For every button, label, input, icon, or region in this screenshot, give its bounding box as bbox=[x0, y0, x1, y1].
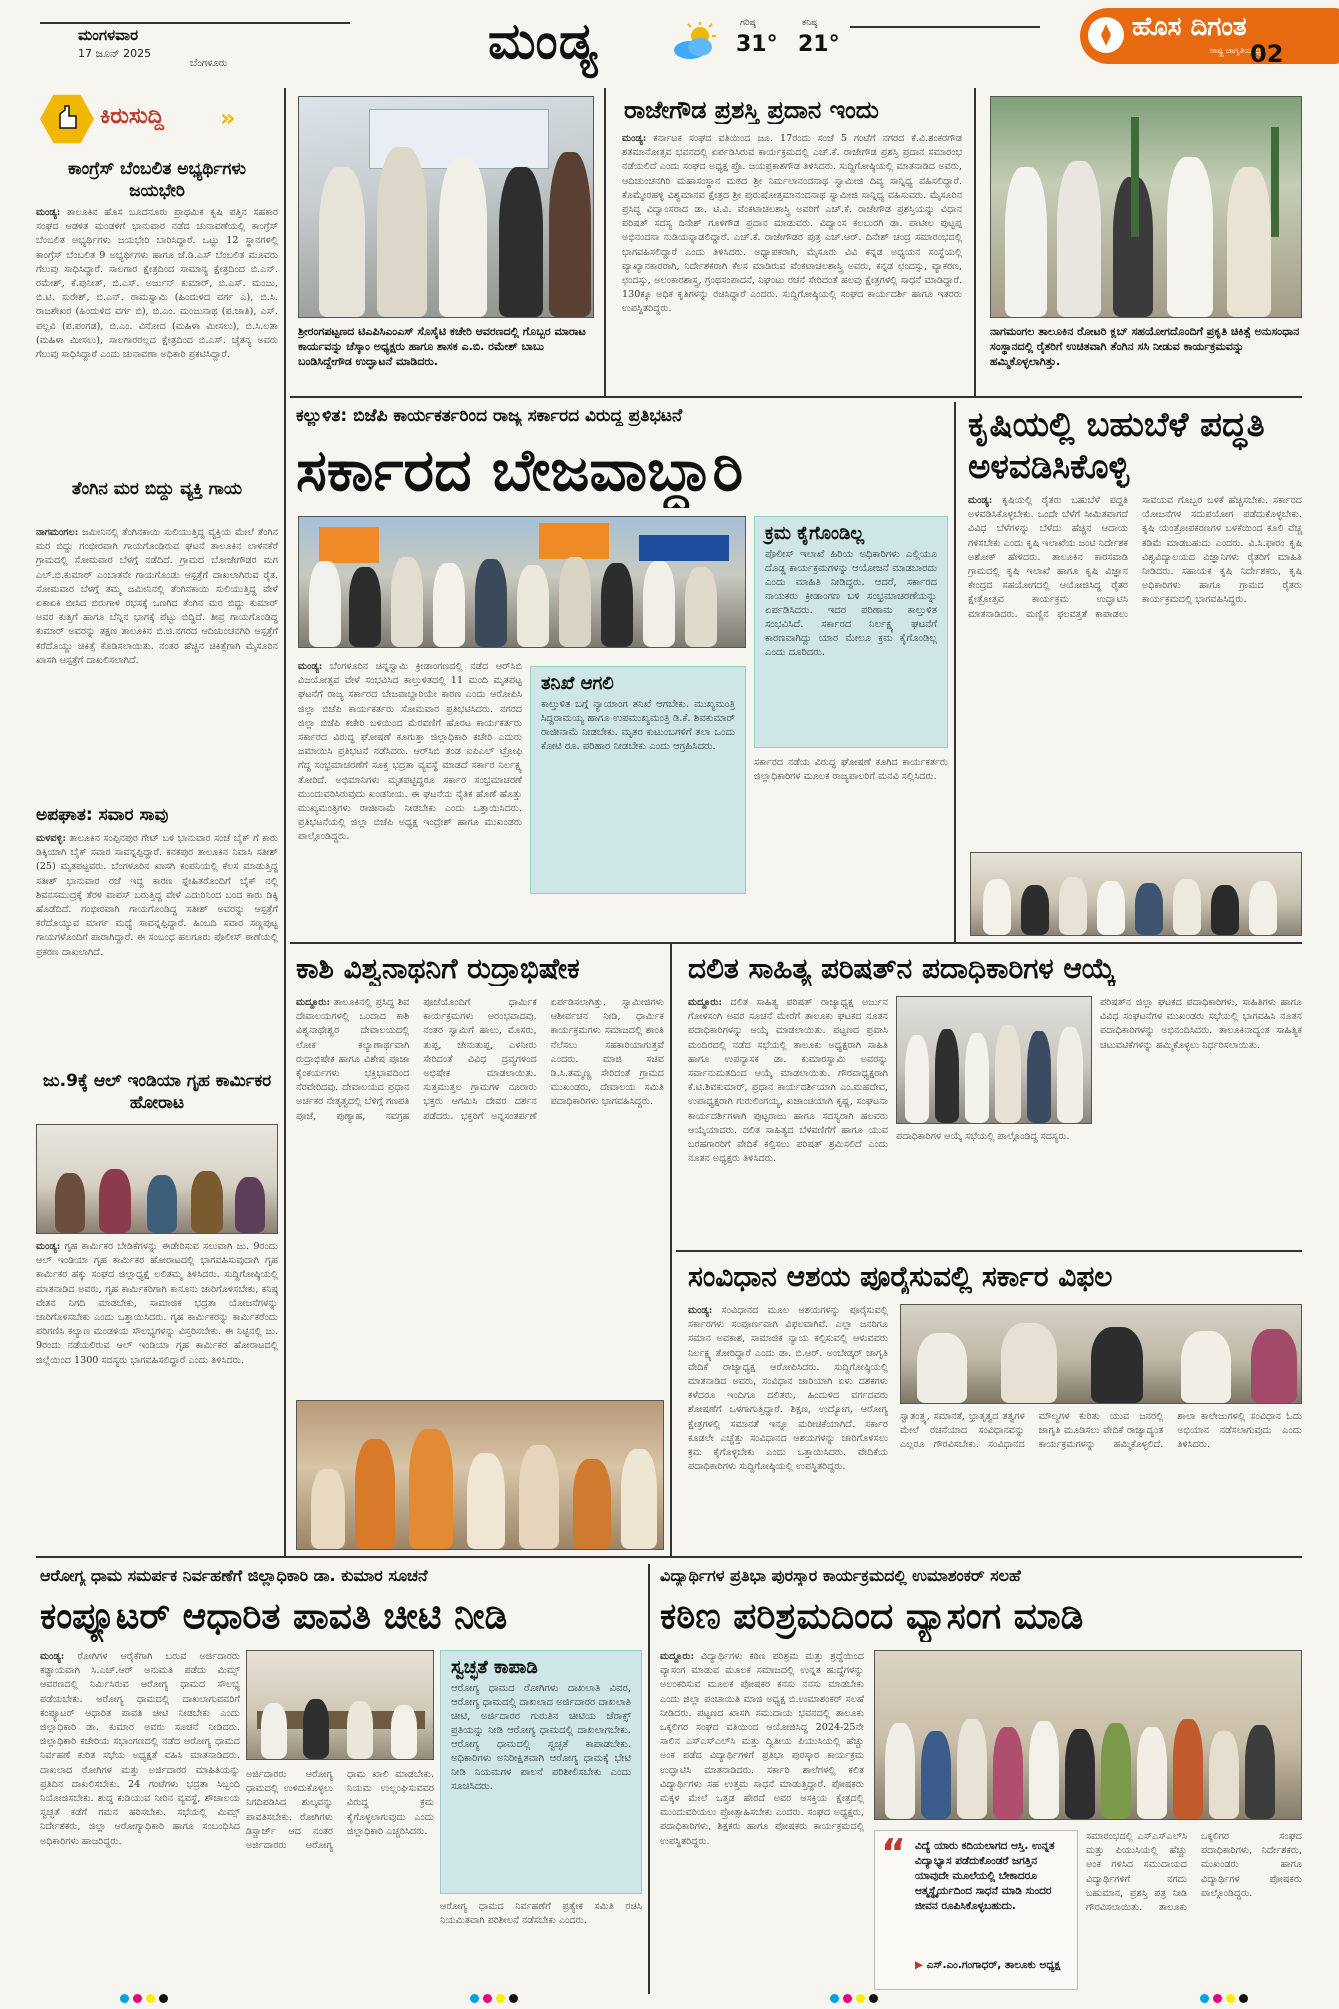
rajegowda-headline: ರಾಜೇಗೌಡ ಪ್ರಶಸ್ತಿ ಪ್ರದಾನ ಇಂದು bbox=[624, 96, 879, 124]
samvidhana-body-left: ಮಂಡ್ಯ: ಸಂವಿಧಾನದ ಮೂಲ ಆಶಯಗಳನ್ನು ಪೂರೈಸುವಲ್ಲಿ ಸರ್ಕಾರಗಳು ಸಂಪೂರ್ಣವಾಗಿ ವಿಫಲವಾಗಿವೆ. ಎಲ್ಲಾ ಜನರಿಗೂ ಸಮಾನ ಅವಕಾಶ, ಸಾಮಾಜಿಕ ನ್ಯಾಯ ಕಲ್ಪಿಸುವಲ್ಲಿ ಆಳುವವರು ನಿರ್ಲಕ್ಷ್ಯ ತೋರಿದ್ದಾರೆ ಎಂದು ಡಾ. ಬಿ.ಆರ್. ಅಂಬೇಡ್ಕರ್ ಜಾಗೃತಿ ವೇದಿಕೆ ರಾಜ್ಯಾಧ್ಯಕ್ಷ ಆರೋಪಿಸಿದರು. ಸುದ್ದಿಗೋಷ್ಠಿಯಲ್ಲಿ ಮಾತನಾಡಿದ ಅವರು, ಸಂವಿಧಾನ ಜಾರಿಯಾಗಿ ಏಳು ದಶಕಗಳು ಕಳೆದರೂ ಇಂದಿಗೂ ದಲಿತರು, ಹಿಂದುಳಿದ ವರ್ಗದವರು ಶೋಷಣೆಗೆ ಒಳಗಾಗುತ್ತಿದ್ದಾರೆ. ಶಿಕ್ಷಣ, ಉದ್ಯೋಗ, ಆರೋಗ್ಯ ಕ್ಷೇತ್ರಗಳಲ್ಲಿ ಸಮಾನತೆ ಇನ್ನೂ ಮರೀಚಿಕೆಯಾಗಿದೆ. ಸರ್ಕಾರ ಕೂಡಲೇ ಎಚ್ಚೆತ್ತು ಸಂವಿಧಾನದ ಆಶಯಗಳನ್ನು ಜಾರಿಗೊಳಿಸಲು ಕ್ರಮ ಕೈಗೊಳ್ಳಬೇಕು ಎಂದು ಒತ್ತಾಯಿಸಿದರು. ವೇದಿಕೆಯ ಪದಾಧಿಕಾರಿಗಳು ಸುದ್ದಿಗೋಷ್ಠಿಯಲ್ಲಿ ಉಪಸ್ಥಿತರಿದ್ದರು. bbox=[688, 1305, 888, 1473]
samvidhana-photo bbox=[900, 1304, 1302, 1404]
hand-icon bbox=[40, 92, 94, 146]
lead-box-2-body: ಕಾಲ್ತುಳಿತ ಬಗ್ಗೆ ನ್ಯಾಯಾಂಗ ತನಿಖೆ ಆಗಬೇಕು. ಮುಖ್ಯಮಂತ್ರಿ ಸಿದ್ದರಾಮಯ್ಯ ಹಾಗೂ ಉಪಮುಖ್ಯಮಂತ್ರಿ ಡಿ.ಕೆ. ಶಿವಕುಮಾರ್ ರಾಜೀನಾಮೆ ನೀಡಬೇಕು. ಮೃತರ ಕುಟುಂಬಗಳಿಗೆ ತಲಾ ಒಂದು ಕೋಟಿ ರೂ. ಪರಿಹಾರ ನೀಡಬೇಕು ಎಂದು ಆಗ್ರಹಿಸಿದರು. bbox=[541, 699, 735, 752]
lead-kicker: ಕಲ್ಲುಳಿತ: ಬಿಜೆಪಿ ಕಾರ್ಯಕರ್ತರಿಂದ ರಾಜ್ಯ ಸರ್ಕಾರದ ವಿರುದ್ಧ ಪ್ರತಿಭಟನೆ bbox=[296, 406, 683, 426]
paper-logo bbox=[1080, 8, 1339, 64]
computer-body: ಮಂಡ್ಯ: ರೋಗಿಗಳ ಆರೈಕೆಗಾಗಿ ಬರುವ ಅರ್ಜಿದಾರರು ಕಡ್ಡಾಯವಾಗಿ ಸಿ.ಎಚ್.ಆರ್ ಅನುಮತಿ ಪಡೆದು ಮಿಮ್ಸ್ ಆವರಣದಲ್ಲಿ ನಿರ್ಮಿಸಿರುವ ಆರೋಗ್ಯ ಧಾಮದ ಸೌಲಭ್ಯ ಪಡೆಯಬೇಕು. ಆರೋಗ್ಯ ಧಾಮದಲ್ಲಿ ದಾಖಲಾಗುವವರಿಗೆ ಕಂಪ್ಯೂಟರ್ ಆಧಾರಿತ ಪಾವತಿ ಚೀಟಿ ನೀಡಬೇಕು ಎಂದು ಜಿಲ್ಲಾಧಿಕಾರಿ ಡಾ. ಕುಮಾರ ಅವರು ಸೂಚನೆ ನೀಡಿದರು. ಜಿಲ್ಲಾಧಿಕಾರಿ ಕಚೇರಿಯ ಸಭಾಂಗಣದಲ್ಲಿ ನಡೆದ ಆರೋಗ್ಯ ಧಾಮದ ನಿರ್ವಹಣೆ ಕುರಿತ ಸಭೆಯ ಅಧ್ಯಕ್ಷತೆ ವಹಿಸಿ ಮಾತನಾಡಿದರು. ದಾಖಲಾದ ರೋಗಿಗಳ ಮತ್ತು ಅರ್ಜಿದಾರರ ಮಾಹಿತಿಯನ್ನು ಪ್ರತಿದಿನ ದಾಖಲಿಸಬೇಕು. 24 ಗಂಟೆಗಳು ಭದ್ರತಾ ಸಿಬ್ಬಂದಿ ನಿಯೋಜಿಸಬೇಕು. ಶುದ್ಧ ಕುಡಿಯುವ ನೀರಿನ ವ್ಯವಸ್ಥೆ, ಶೌಚಾಲಯ ಸ್ವಚ್ಛತೆ ಕಡೆಗೆ ಗಮನ ಹರಿಸಬೇಕು. ಸಭೆಯಲ್ಲಿ ಮಿಮ್ಸ್ ನಿರ್ದೇಶಕರು, ಜಿಲ್ಲಾ ಆರೋಗ್ಯಾಧಿಕಾರಿ ಹಾಗೂ ಸಂಬಂಧಿಸಿದ ಅಧಿಕಾರಿಗಳು ಹಾಜರಿದ್ದರು. bbox=[40, 1651, 240, 1847]
kashi-photo bbox=[296, 1400, 664, 1550]
lead-box-1-title: ಕ್ರಮ ಕೈಗೊಂಡಿಲ್ಲ bbox=[765, 523, 865, 544]
vidya-quote-attrib: ▶ ಎಸ್.ಎಂ.ಗಂಗಾಧರ್, ತಾಲೂಕು ಅಧ್ಯಕ್ಷ bbox=[915, 1959, 1061, 1971]
computer-body-mid: ಅರ್ಜಿದಾರರು ಆರೋಗ್ಯ ಧಾಮದಲ್ಲಿ ಉಳಿದುಕೊಳ್ಳಲು ನಿಗದಿಪಡಿಸಿದ ಶುಲ್ಕವನ್ನು ಪಾವತಿಸಬೇಕು. ರೋಗಿಗಳು ಡಿಸ್ಚಾರ್ಜ್ ಆದ ನಂತರ ಅರ್ಜಿದಾರರು ಆರೋಗ್ಯ ಧಾಮ ಖಾಲಿ ಮಾಡಬೇಕು. ನಿಯಮ ಉಲ್ಲಂಘಿಸುವವರ ವಿರುದ್ಧ ಕ್ರಮ ಕೈಗೊಳ್ಳಲಾಗುವುದು ಎಂದು ಜಿಲ್ಲಾಧಿಕಾರಿ ಎಚ್ಚರಿಸಿದರು. bbox=[246, 1769, 434, 1852]
min-temp: 21° bbox=[798, 32, 840, 57]
paper-logo-icon bbox=[1088, 17, 1124, 53]
print-registration-marks bbox=[830, 1994, 878, 2003]
dalit-photo bbox=[896, 996, 1092, 1124]
chevron-decoration-icon: » bbox=[220, 104, 236, 132]
lead-headline: ಸರ್ಕಾರದ ಬೇಜವಾಬ್ದಾರಿ bbox=[296, 436, 744, 504]
lead-body-right: ಸರ್ಕಾರದ ನಡೆಯ ವಿರುದ್ಧ ಘೋಷಣೆ ಕೂಗಿದ ಕಾರ್ಯಕರ್ತರು ಜಿಲ್ಲಾಧಿಕಾರಿಗಳ ಮೂಲಕ ರಾಜ್ಯಪಾಲರಿಗೆ ಮನವಿ ಸಲ್ಲಿಸಿದರು. bbox=[754, 757, 948, 783]
max-temp-label: ಗರಿಷ್ಠ bbox=[740, 18, 756, 28]
samvidhana-body-right: ಸ್ವಾತಂತ್ರ್ಯ, ಸಮಾನತೆ, ಭ್ರಾತೃತ್ವದ ತತ್ವಗಳ ಮೇಲೆ ರಚನೆಯಾದ ಸಂವಿಧಾನವನ್ನು ಎಲ್ಲರೂ ಗೌರವಿಸಬೇಕು. ಸಂವಿಧಾನದ ಮೌಲ್ಯಗಳ ಕುರಿತು ಯುವ ಜನರಲ್ಲಿ ಜಾಗೃತಿ ಮೂಡಿಸಲು ವೇದಿಕೆ ರಾಜ್ಯಾದ್ಯಂತ ಕಾರ್ಯಕ್ರಮಗಳನ್ನು ಹಮ್ಮಿಕೊಳ್ಳಲಿದೆ. ಶಾಲಾ ಕಾಲೇಜುಗಳಲ್ಲಿ ಸಂವಿಧಾನ ಓದು ಅಭಿಯಾನ ನಡೆಸಲಾಗುವುದು ಎಂದು ತಿಳಿಸಿದರು. bbox=[900, 1411, 1302, 1451]
sidebar-header bbox=[40, 92, 272, 146]
print-registration-marks bbox=[1200, 1994, 1248, 2003]
max-temp: 31° bbox=[736, 32, 778, 57]
sidebar-item-2-body: ನಾಗಮಂಗಲ: ಜಮೀನಿನಲ್ಲಿ ತೆಂಗಿನಕಾಯಿ ಸುಲಿಯುತ್ತಿದ್ದ ವ್ಯಕ್ತಿಯ ಮೇಲೆ ತೆಂಗಿನ ಮರ ಬಿದ್ದು ಗಂಭೀರವಾಗಿ ಗಾಯಗೊಂಡಿರುವ ಘಟನೆ ತಾಲೂಕಿನ ಲಾಳನಕೆರೆ ಗ್ರಾಮದಲ್ಲಿ ಸೋಮವಾರ ಬೆಳಗ್ಗೆ ನಡೆದಿದೆ. ಗ್ರಾಮದ ಬೋಜೇಗೌಡರ ಮಗ ಎಲ್.ಬಿ.ಕುಮಾರ್ ಎಂಬಾತನೇ ಗಾಯಗೊಂಡು ಆಸ್ಪತ್ರೆಗೆ ದಾಖಲಾಗಿರುವ ರೈತ. ಸೋಮವಾರ ಬೆಳಗ್ಗೆ ತಮ್ಮ ಜಮೀನಿನಲ್ಲಿ ತೆಂಗಿನಕಾಯಿ ಸುಲಿಯುತ್ತಿದ್ದ ವೇಳೆ ಏಕಾಏಕಿ ಬೀಸಿದ ಬಿರುಗಾಳಿ ರಭಸಕ್ಕೆ ಒಣಗಿದ ತೆಂಗಿನ ಮರ ಬಿದ್ದು ಕುಮಾರ್ ಅವರ ಕುತ್ತಿಗೆ ಹಾಗೂ ಬೆನ್ನಿನ ಭಾಗಕ್ಕೆ ಪೆಟ್ಟು ಬಿದ್ದಿದೆ. ತೀವ್ರ ಗಾಯಗೊಂಡಿದ್ದ ಕುಮಾರ್ ಅವರನ್ನು ತಕ್ಷಣ ತಾಲೂಕಿನ ಬಿ.ಜಿ.ನಗರದ ಆದಿಚುಂಚನಗಿರಿ ಆಸ್ಪತ್ರೆಗೆ ಕರೆದೊಯ್ದು ಚಿಕಿತ್ಸೆ ಕೊಡಿಸಲಾಯಿತು. ನಂತರ ಹೆಚ್ಚಿನ ಚಿಕಿತ್ಸೆಗಾಗಿ ಮೈಸೂರಿನ ಖಾಸಗಿ ಆಸ್ಪತ್ರೆಗೆ ದಾಖಲಿಸಲಾಗಿದೆ. bbox=[36, 527, 278, 666]
sidebar-item-3-body: ಮಳವಳ್ಳಿ: ತಾಲೂಕಿನ ಸಂಪ್ಪಿನಪುರ ಗೇಟ್ ಬಳಿ ಭಾನುವಾರ ಸಂಜೆ ಬೈಕ್ ಗೆ ಕಾರು ಡಿಕ್ಕಿಯಾಗಿ ಬೈಕ್ ಸವಾರ ಸಾವನ್ನಪ್ಪಿದ್ದಾರೆ. ಕನಕಪುರ ತಾಲೂಕಿನ ನಿವಾಸಿ ಸತೀಶ್ (25) ಮೃತಪಟ್ಟವರು. ಬೆಂಗಳೂರಿನ ಖಾಸಗಿ ಕಂಪನಿಯಲ್ಲಿ ಕೆಲಸ ಮಾಡುತ್ತಿದ್ದ ಸತೀಶ್ ಭಾನುವಾರ ರಜೆ ಇದ್ದ ಕಾರಣ ಸ್ನೇಹಿತರೊಂದಿಗೆ ಬೈಕ್ ನಲ್ಲಿ ಶಿವನಸಮುದ್ರಕ್ಕೆ ತೆರಳಿ ವಾಪಸ್ ಬರುತ್ತಿದ್ದ ವೇಳೆ ಎದುರಿನಿಂದ ಬಂದ ಕಾರು ಡಿಕ್ಕಿ ಹೊಡೆದಿದೆ. ಗಂಭೀರವಾಗಿ ಗಾಯಗೊಂಡಿದ್ದ ಸತೀಶ್ ಅವರನ್ನು ಆಸ್ಪತ್ರೆಗೆ ಕರೆದೊಯ್ಯುವ ಮಾರ್ಗ ಮಧ್ಯೆ ಸಾವನ್ನಪ್ಪಿದ್ದಾರೆ. ಹಿಂಬದಿ ಸವಾರ ಸಣ್ಣಪುಟ್ಟ ಗಾಯಗಳೊಂದಿಗೆ ಪಾರಾಗಿದ್ದಾರೆ. ಈ ಸಂಬಂಧ ಹಲಗೂರು ಪೊಲೀಸ್ ಠಾಣೆಯಲ್ಲಿ ಪ್ರಕರಣ ದಾಖಲಾಗಿದೆ. bbox=[36, 833, 278, 958]
sidebar-item-4-title: ಜು.9ಕ್ಕೆ ಆಲ್ ಇಂಡಿಯಾ ಗೃಹ ಕಾರ್ಮಿಕರ ಹೋರಾಟ bbox=[42, 1071, 272, 1113]
lead-photo bbox=[298, 516, 746, 648]
vidya-quote-box bbox=[874, 1830, 1078, 1990]
vidya-headline: ಕಠಿಣ ಪರಿಶ್ರಮದಿಂದ ವ್ಯಾಸಂಗ ಮಾಡಿ bbox=[660, 1596, 1084, 1637]
computer-kicker: ಆರೋಗ್ಯ ಧಾಮ ಸಮರ್ಪಕ ನಿರ್ವಹಣೆಗೆ ಜಿಲ್ಲಾಧಿಕಾರಿ ಡಾ. ಕುಮಾರ ಸೂಚನೆ bbox=[40, 1566, 428, 1585]
computer-box-body: ಆರೋಗ್ಯ ಧಾಮದ ರೋಗಿಗಳು ದಾಖಲಾತಿ ವಿವರ, ಆರೋಗ್ಯ ಧಾಮದಲ್ಲಿ ದಾಖಲಾದ ಅರ್ಜಿದಾರರ ದಾಖಲಾತಿ ಚೀಟಿ, ಅರ್ಜಿದಾರರ ಗುರುತಿನ ಚೀಟಿಯ ಜೆರಾಕ್ಸ್ ಪ್ರತಿಯನ್ನು ನೀಡಿ ಆರೋಗ್ಯ ಧಾಮದಲ್ಲಿ ದಾಖಲಾಗಬೇಕು. ಆರೋಗ್ಯ ಧಾಮದಲ್ಲಿ ಸ್ವಚ್ಛತೆ ಕಾಪಾಡಬೇಕು. ಅಧಿಕಾರಿಗಳು ಅನಿರೀಕ್ಷಿತವಾಗಿ ಆರೋಗ್ಯ ಧಾಮಕ್ಕೆ ಭೇಟಿ ನೀಡಿ ನಿಯಮಗಳ ಪಾಲನೆ ಪರಿಶೀಲಿಸಬೇಕು ಎಂದು ಸೂಚಿಸಿದರು. bbox=[451, 1683, 631, 1792]
page-number: 02 bbox=[1250, 40, 1284, 68]
lead-box-2 bbox=[530, 666, 746, 894]
vidya-body: ಮದ್ದೂರು: ವಿದ್ಯಾರ್ಥಿಗಳು ಕಠಿಣ ಪರಿಶ್ರಮ ಮತ್ತು ಶ್ರದ್ಧೆಯಿಂದ ವ್ಯಾಸಂಗ ಮಾಡುವ ಮೂಲಕ ಸಮಾಜದಲ್ಲಿ ಉನ್ನತ ಹುದ್ದೆಗಳನ್ನು ಅಲಂಕರಿಸುವ ಮೂಲಕ ಪೋಷಕರ ಕನಸು ನನಸು ಮಾಡಬೇಕು ಎಂದು ಜಿಲ್ಲಾ ಪಂಚಾಯಿತಿ ಮಾಜಿ ಅಧ್ಯಕ್ಷ ಬಿ.ಉಮಾಶಂಕರ್ ಸಲಹೆ ನೀಡಿದರು. ಪಟ್ಟಣದ ಖಾಸಗಿ ಸಮುದಾಯ ಭವನದಲ್ಲಿ ತಾಲೂಕು ಒಕ್ಕಲಿಗರ ಸಂಘದ ವತಿಯಿಂದ ಆಯೋಜಿಸಿದ್ದ 2024-25ನೇ ಸಾಲಿನ ಎಸ್ಎಸ್ಎಲ್‌ಸಿ ಮತ್ತು ದ್ವಿತೀಯ ಪಿಯುಸಿಯಲ್ಲಿ ಹೆಚ್ಚು ಅಂಕ ಪಡೆದ ವಿದ್ಯಾರ್ಥಿಗಳಿಗೆ ಪ್ರತಿಭಾ ಪುರಸ್ಕಾರ ಕಾರ್ಯಕ್ರಮ ಉದ್ಘಾಟಿಸಿ ಮಾತನಾಡಿದರು. ಸರ್ಕಾರಿ ಶಾಲೆಗಳಲ್ಲಿ ಕಲಿತ ವಿದ್ಯಾರ್ಥಿಗಳು ಸಹ ಉತ್ತಮ ಸಾಧನೆ ಮಾಡುತ್ತಿದ್ದಾರೆ. ಪೋಷಕರು ಮಕ್ಕಳ ಮೇಲೆ ಒತ್ತಡ ಹೇರದೆ ಅವರ ಆಸಕ್ತಿಯ ಕ್ಷೇತ್ರದಲ್ಲಿ ಮುಂದುವರಿಯಲು ಪ್ರೋತ್ಸಾಹಿಸಬೇಕು ಎಂದರು. ಸಂಘದ ಅಧ್ಯಕ್ಷರು, ಪದಾಧಿಕಾರಿಗಳು, ಶಿಕ್ಷಕರು ಹಾಗೂ ಪೋಷಕರು ಕಾರ್ಯಕ್ರಮದಲ್ಲಿ ಉಪಸ್ಥಿತರಿದ್ದರು. bbox=[660, 1651, 864, 1847]
lead-box-1 bbox=[754, 516, 948, 748]
masthead-date: 17 ಜೂನ್ 2025 bbox=[78, 47, 152, 60]
top-right-caption: ನಾಗಮಂಗಲ ತಾಲೂಕಿನ ರೋಟರಿ ಕ್ಲಬ್ ಸಹಯೋಗದೊಂದಿಗೆ ಪ್ರಕೃತಿ ಚಿಕಿತ್ಸೆ ಅನುಸಂಧಾನ ಸಂಸ್ಥಾನದಲ್ಲಿ ರೈತರಿಗೆ ಉಚಿತವಾಗಿ ತೆಂಗಿನ ಸಸಿ ನೀಡುವ ಕಾರ್ಯಕ್ರಮವನ್ನು ಹಮ್ಮಿಕೊಳ್ಳಲಾಗಿತ್ತು. bbox=[990, 325, 1300, 368]
print-registration-marks bbox=[120, 1994, 168, 2003]
print-registration-marks bbox=[470, 1994, 518, 2003]
vidya-body-right: ಸಮಾರಂಭದಲ್ಲಿ ಎಸ್ಎಸ್ಎಲ್‌ಸಿ ಮತ್ತು ಪಿಯುಸಿಯಲ್ಲಿ ಹೆಚ್ಚು ಅಂಕ ಗಳಿಸಿದ ಸಮುದಾಯದ ವಿದ್ಯಾರ್ಥಿಗಳಿಗೆ ನಗದು ಬಹುಮಾನ, ಪ್ರಶಸ್ತಿ ಪತ್ರ ನೀಡಿ ಗೌರವಿಸಲಾಯಿತು. ತಾಲೂಕು ಒಕ್ಕಲಿಗರ ಸಂಘದ ಪದಾಧಿಕಾರಿಗಳು, ನಿರ್ದೇಶಕರು, ಮುಖಂಡರು ಹಾಗೂ ವಿದ್ಯಾರ್ಥಿಗಳ ಪೋಷಕರು ಪಾಲ್ಗೊಂಡಿದ್ದರು. bbox=[1086, 1831, 1302, 1914]
lead-body: ಮಂಡ್ಯ: ಬೆಂಗಳೂರಿನ ಚಿನ್ನಸ್ವಾಮಿ ಕ್ರೀಡಾಂಗಣದಲ್ಲಿ ನಡೆದ ಆರ್‌ಸಿಬಿ ವಿಜಯೋತ್ಸವ ವೇಳೆ ಸಂಭವಿಸಿದ ಕಾಲ್ತುಳಿತದಲ್ಲಿ 11 ಮಂದಿ ಮೃತಪಟ್ಟ ಘಟನೆಗೆ ರಾಜ್ಯ ಸರ್ಕಾರದ ಬೇಜವಾಬ್ದಾರಿಯೇ ಕಾರಣ ಎಂದು ಆರೋಪಿಸಿ ಜಿಲ್ಲಾ ಬಿಜೆಪಿ ಕಾರ್ಯಕರ್ತರು ಸೋಮವಾರ ಪ್ರತಿಭಟಿಸಿದರು. ನಗರದ ಜಿಲ್ಲಾ ಬಿಜೆಪಿ ಕಚೇರಿ ಬಳಿಯಿಂದ ಮೆರವಣಿಗೆ ಹೊರಟ ಕಾರ್ಯಕರ್ತರು ಸರ್ಕಾರದ ವಿರುದ್ಧ ಘೋಷಣೆ ಕೂಗುತ್ತಾ ಜಿಲ್ಲಾಧಿಕಾರಿ ಕಚೇರಿ ಎದುರು ಜಮಾಯಿಸಿ ಪ್ರತಿಭಟನೆ ನಡೆಸಿದರು. ಆರ್‌ಸಿಬಿ ತಂಡ ಐಪಿಎಲ್ ಟ್ರೋಫಿ ಗೆದ್ದ ಸಂಭ್ರಮಾಚರಣೆಗೆ ಸೂಕ್ತ ಭದ್ರತಾ ವ್ಯವಸ್ಥೆ ಮಾಡದೆ ಸರ್ಕಾರ ನಿರ್ಲಕ್ಷ್ಯ ತೋರಿದೆ. ಅಭಿಮಾನಿಗಳು ಮೃತಪಟ್ಟಿದ್ದರೂ ಸರ್ಕಾರ ಸಂಭ್ರಮಾಚರಣೆ ಮುಂದುವರಿಸಿರುವುದು ಖಂಡನೀಯ. ಈ ಘಟನೆಯ ನೈತಿಕ ಹೊಣೆ ಹೊತ್ತು ಮುಖ್ಯಮಂತ್ರಿಗಳು ರಾಜೀನಾಮೆ ನೀಡಬೇಕು ಎಂದು ಒತ್ತಾಯಿಸಿದರು. ಪ್ರತಿಭಟನೆಯಲ್ಲಿ ಜಿಲ್ಲಾ ಬಿಜೆಪಿ ಅಧ್ಯಕ್ಷ ಇಂದ್ರೇಶ್ ಹಾಗೂ ಮುಖಂಡರು ಪಾಲ್ಗೊಂಡಿದ್ದರು. bbox=[298, 661, 522, 843]
sidebar-item-1-body: ಮಂಡ್ಯ: ತಾಲೂಕಿನ ಹೊಸ ಬೂದನೂರು ಪ್ರಾಥಮಿಕ ಕೃಷಿ ಪತ್ತಿನ ಸಹಕಾರ ಸಂಘದ ಆಡಳಿತ ಮಂಡಳಿಗೆ ಭಾನುವಾರ ನಡೆದ ಚುನಾವಣೆಯಲ್ಲಿ ಕಾಂಗ್ರೆಸ್ ಬೆಂಬಲಿತ ಅಭ್ಯರ್ಥಿಗಳು ಜಯಭೇರಿ ಬಾರಿಸಿದ್ದಾರೆ. ಒಟ್ಟು 12 ಸ್ಥಾನಗಳಲ್ಲಿ ಕಾಂಗ್ರೆಸ್ ಬೆಂಬಲಿತ 9 ಅಭ್ಯರ್ಥಿಗಳು ಹಾಗೂ ಜೆ.ಡಿ.ಎಸ್ ಬೆಂಬಲಿತ ಮೂವರು ಗೆಲುವು ಸಾಧಿಸಿದ್ದಾರೆ. ಸಾಲಗಾರ ಕ್ಷೇತ್ರದಿಂದ ಸಾಮಾನ್ಯ ಕ್ಷೇತ್ರದಿಂದ ಬಿ.ಎನ್. ರಮೇಶ್, ಕೆ.ಪುನೀತ್, ಬಿ.ಎಸ್. ಅರ್ಜುನ್ ಕುಮಾರ್, ಬಿ.ಎಸ್. ಮಂಜು, ಬಿ.ಟಿ. ಸುರೇಶ್, ಬಿ.ಎನ್. ರಾಮಸ್ವಾಮಿ (ಹಿಂದುಳಿದ ವರ್ಗ ಎ), ಬಿ.ಸಿ. ರಾಜಶೇಖರ (ಹಿಂದುಳಿದ ವರ್ಗ ಬಿ), ಬಿ.ಎಂ. ಮಂಜುನಾಥ (ಪ.ಜಾತಿ), ಎಸ್. ಪಲ್ಲವಿ (ಪ.ಪಂಗಡ), ಬಿ.ಎಂ. ವಿನೋದ (ಮಹಿಳಾ ಮೀಸಲು), ಬಿ.ಸಿ.ಲತಾ (ಮಹಿಳಾ ಮೀಸಲು), ಸಾಲಗಾರರಲ್ಲದ ಕ್ಷೇತ್ರದಿಂದ ಬಿ.ಎಸ್. ಚೈತನ್ಯ ಅವರು ಗೆಲುವು ಸಾಧಿಸಿದ್ದಾರೆ ಎಂದು ಚುನಾವಣಾ ಅಧಿಕಾರಿ ಪ್ರಕಟಿಸಿದ್ದಾರೆ. bbox=[36, 207, 278, 361]
krishi-photo bbox=[970, 852, 1302, 936]
sidebar-item-2-title: ತೆಂಗಿನ ಮರ ಬಿದ್ದು ವ್ಯಕ್ತಿ ಗಾಯ bbox=[71, 479, 243, 499]
weather-icon bbox=[672, 22, 718, 62]
lead-box-1-body: ಪೊಲೀಸ್ ಇಲಾಖೆ ಹಿರಿಯ ಅಧಿಕಾರಿಗಳು ಎಲ್ಲಿಯೂ ದೊಡ್ಡ ಕಾರ್ಯಕ್ರಮಗಳನ್ನು ಆಯೋಜನೆ ಮಾಡಬಾರದು ಎಂದು ಮಾಹಿತಿ ನೀಡಿದ್ದರು. ಆದರೆ, ಸರ್ಕಾರದ ನಾಯಕರು ಕ್ರೀಡಾಂಗಣ ಬಳಿ ಸಂಭ್ರಮಾಚರಣೆಯನ್ನು ಏರ್ಪಡಿಸಿದರು. ಇದರ ಪರಿಣಾಮ ಕಾಲ್ತುಳಿತ ಸಂಭವಿಸಿದೆ. ಸರ್ಕಾರದ ನಿರ್ಲಕ್ಷ್ಯ ಘಟನೆಗೆ ಕಾರಣವಾಗಿದ್ದು ಯಾರ ಮೇಲೂ ಕ್ರಮ ಕೈಗೊಂಡಿಲ್ಲ ಎಂದು ದೂರಿದರು. bbox=[765, 549, 937, 658]
vidya-photo bbox=[874, 1650, 1302, 1820]
computer-body-right: ಆರೋಗ್ಯ ಧಾಮದ ನಿರ್ವಹಣೆಗೆ ಪ್ರತ್ಯೇಕ ಸಮಿತಿ ರಚಿಸಿ ನಿಯಮಿತವಾಗಿ ಪರಿಶೀಲನೆ ನಡೆಸಬೇಕು ಎಂದರು. bbox=[440, 1901, 642, 1927]
krishi-headline: ಕೃಷಿಯಲ್ಲಿ ಬಹುಬೆಳೆ ಪದ್ಧತಿ ಅಳವಡಿಸಿಕೊಳ್ಳಿ bbox=[968, 405, 1265, 487]
computer-box-title: ಸ್ವಚ್ಛತೆ ಕಾಪಾಡಿ bbox=[451, 1657, 538, 1678]
top-left-photo bbox=[298, 96, 594, 318]
lead-box-2-title: ತನಿಖೆ ಆಗಲಿ bbox=[541, 673, 614, 694]
samvidhana-headline: ಸಂವಿಧಾನ ಆಶಯ ಪೂರೈಸುವಲ್ಲಿ ಸರ್ಕಾರ ವಿಫಲ bbox=[688, 1260, 1113, 1293]
sidebar-item-4-photo bbox=[36, 1124, 278, 1234]
dalit-body-left: ಮದ್ದೂರು: ದಲಿತ ಸಾಹಿತ್ಯ ಪರಿಷತ್ ರಾಜ್ಯಾಧ್ಯಕ್ಷ ಅರ್ಜುನ ಗೋಳಸಂಗಿ ಅವರ ಸೂಚನೆ ಮೇರೆಗೆ ತಾಲೂಕು ಘಟಕದ ನೂತನ ಪದಾಧಿಕಾರಿಗಳನ್ನು ಆಯ್ಕೆ ಮಾಡಲಾಯಿತು. ಪಟ್ಟಣದ ಪ್ರವಾಸಿ ಮಂದಿರದಲ್ಲಿ ನಡೆದ ಸಭೆಯಲ್ಲಿ ತಾಲೂಕು ಅಧ್ಯಕ್ಷರಾಗಿ ಸಾಹಿತಿ ಹಾಗೂ ಉಪನ್ಯಾಸಕ ಡಾ. ಕುಮಾರಸ್ವಾಮಿ ಅವರನ್ನು ಸರ್ವಾನುಮತದಿಂದ ಆಯ್ಕೆ ಮಾಡಲಾಯಿತು. ಗೌರವಾಧ್ಯಕ್ಷರಾಗಿ ಕೆ.ಟಿ.ಶಿವಕುಮಾರ್, ಪ್ರಧಾನ ಕಾರ್ಯದರ್ಶಿಯಾಗಿ ಎಂ.ಮಹದೇವ, ಉಪಾಧ್ಯಕ್ಷರಾಗಿ ಗುರುಲಿಂಗಯ್ಯ, ಖಜಾಂಚಿಯಾಗಿ ಕೃಷ್ಣ, ಸಂಘಟನಾ ಕಾರ್ಯದರ್ಶಿಗಳಾಗಿ ಪುಟ್ಟರಾಜು ಹಾಗೂ ಸದಸ್ಯರಾಗಿ ಹಲವರು ಆಯ್ಕೆಯಾದರು. ದಲಿತ ಸಾಹಿತ್ಯದ ಬೆಳವಣಿಗೆಗೆ ಹಾಗೂ ಯುವ ಬರಹಗಾರರಿಗೆ ವೇದಿಕೆ ಕಲ್ಪಿಸಲು ಪರಿಷತ್ ಶ್ರಮಿಸಲಿದೆ ಎಂದು ನೂತನ ಅಧ್ಯಕ್ಷರು ತಿಳಿಸಿದರು. bbox=[688, 997, 888, 1165]
arrow-icon: ▶ bbox=[915, 1959, 924, 1971]
top-left-caption: ಶ್ರೀರಂಗಪಟ್ಟಣದ ಟಿಎಪಿಸಿಎಂಎಸ್ ಸೊಸೈಟಿ ಕಚೇರಿ ಆವರಣದಲ್ಲಿ ಗೊಬ್ಬರ ಮಾರಾಟ ಕಾರ್ಯವನ್ನು ಚೆಸ್ಕಾಂ ಅಧ್ಯಕ್ಷರು ಹಾಗೂ ಶಾಸಕ ಎ.ಬಿ. ರಮೇಶ್ ಬಾಬು ಬಂಡಿಸಿದ್ದೇಗೌಡ ಉದ್ಘಾಟನೆ ಮಾಡಿದರು. bbox=[298, 325, 586, 368]
kashi-body: ಮದ್ದೂರು: ತಾಲೂಕಿನಲ್ಲಿ ಪ್ರಸಿದ್ಧ ಶಿವ ದೇವಾಲಯಗಳಲ್ಲಿ ಒಂದಾದ ಕಾಶಿ ವಿಶ್ವನಾಥೇಶ್ವರ ದೇವಾಲಯದಲ್ಲಿ ಲೋಕ ಕಲ್ಯಾಣಾರ್ಥವಾಗಿ ರುದ್ರಾಭಿಷೇಕ ಹಾಗೂ ವಿಶೇಷ ಪೂಜಾ ಕೈಂಕರ್ಯಗಳು ಭಕ್ತಿಭಾವದಿಂದ ನೆರವೇರಿದವು. ದೇವಾಲಯದ ಪ್ರಧಾನ ಅರ್ಚಕರ ನೇತೃತ್ವದಲ್ಲಿ ಬೆಳಿಗ್ಗೆ ಗಣಪತಿ ಪೂಜೆ, ಪುಣ್ಯಾಹ, ನವಗ್ರಹ ಪೂಜೆಯೊಂದಿಗೆ ಧಾರ್ಮಿಕ ಕಾರ್ಯಕ್ರಮಗಳು ಆರಂಭವಾದವು. ನಂತರ ಸ್ವಾಮಿಗೆ ಹಾಲು, ಮೊಸರು, ತುಪ್ಪ, ಜೇನುತುಪ್ಪ, ಎಳನೀರು ಸೇರಿದಂತೆ ವಿವಿಧ ದ್ರವ್ಯಗಳಿಂದ ಅಭಿಷೇಕ ಮಾಡಲಾಯಿತು. ಸುತ್ತಮುತ್ತಲ ಗ್ರಾಮಗಳ ನೂರಾರು ಭಕ್ತರು ಆಗಮಿಸಿ ದೇವರ ದರ್ಶನ ಪಡೆದರು. ಭಕ್ತರಿಗೆ ಅನ್ನಸಂತರ್ಪಣೆ ಏರ್ಪಡಿಸಲಾಗಿತ್ತು. ಸ್ವಾಮೀಜಿಗಳು ಆಶೀರ್ವಚನ ನೀಡಿ, ಧಾರ್ಮಿಕ ಕಾರ್ಯಕ್ರಮಗಳು ಸಮಾಜದಲ್ಲಿ ಶಾಂತಿ ನೆಲೆಸಲು ಸಹಕಾರಿಯಾಗುತ್ತವೆ ಎಂದರು. ಮಾಜಿ ಸಚಿವ ಡಿ.ಸಿ.ತಮ್ಮಣ್ಣ ಸೇರಿದಂತೆ ಗ್ರಾಮದ ಮುಖಂಡರು, ದೇವಾಲಯ ಸಮಿತಿ ಪದಾಧಿಕಾರಿಗಳು ಭಾಗವಹಿಸಿದ್ದರು. bbox=[296, 997, 664, 1122]
sidebar-section-title: ಕಿರುಸುದ್ದಿ bbox=[100, 104, 164, 129]
vidya-kicker: ವಿದ್ಯಾರ್ಥಿಗಳ ಪ್ರತಿಭಾ ಪುರಸ್ಕಾರ ಕಾರ್ಯಕ್ರಮದಲ್ಲಿ ಉಮಾಶಂಕರ್ ಸಲಹೆ bbox=[660, 1566, 1021, 1585]
masthead bbox=[40, 12, 1300, 74]
sidebar-item-1-title: ಕಾಂಗ್ರೆಸ್ ಬೆಂಬಲಿತ ಅಭ್ಯರ್ಥಿಗಳು ಜಯಭೇರಿ bbox=[67, 159, 247, 201]
dalit-photo-caption-area: ಪದಾಧಿಕಾರಿಗಳ ಆಯ್ಕೆ ಸಭೆಯಲ್ಲಿ ಪಾಲ್ಗೊಂಡಿದ್ದ ಸದಸ್ಯರು. bbox=[896, 1131, 1070, 1142]
min-temp-label: ಕನಿಷ್ಠ bbox=[802, 18, 818, 28]
masthead-city: ಬೆಂಗಳೂರು bbox=[190, 58, 228, 69]
rajegowda-body: ಮಂಡ್ಯ: ಕರ್ನಾಟಕ ಸಂಘದ ವತಿಯಿಂದ ಜೂ. 17ರಂದು ಸಂಜೆ 5 ಗಂಟೆಗೆ ನಗರದ ಕೆ.ವಿ.ಶಂಕರಗೌಡ ಶತಮಾನೋತ್ಸವ ಭವನದಲ್ಲಿ ಏರ್ಪಡಿಸಿರುವ ಕಾರ್ಯಕ್ರಮದಲ್ಲಿ ಎಚ್.ಕೆ. ರಾಜೇಗೌಡ ಪ್ರಶಸ್ತಿ ಪ್ರದಾನ ಸಮಾರಂಭ ನಡೆಯಲಿದೆ ಎಂದು ಸಂಘದ ಅಧ್ಯಕ್ಷ ಪ್ರೊ. ಜಯಪ್ರಕಾಶಗೌಡ ತಿಳಿಸಿದರು. ಸುದ್ದಿಗೋಷ್ಠಿಯಲ್ಲಿ ಮಾತನಾಡಿದ ಅವರು, ಆದಿಚುಂಚನಗಿರಿ ಮಹಾಸಂಸ್ಥಾನ ಮಠದ ಶ್ರೀ ನಿರ್ಮಲಾನಂದನಾಥ ಸ್ವಾಮೀಜಿ ದಿವ್ಯ ಸಾನ್ನಿಧ್ಯ ವಹಿಸಲಿದ್ದಾರೆ. ಕೊಮ್ಮೇರಹಳ್ಳಿ ವಿಶ್ವಮಾನವ ಕ್ಷೇತ್ರದ ಶ್ರೀ ಪುರುಷೋತ್ತಮಾನಂದನಾಥ ಸ್ವಾಮೀಜಿ ಸಾನ್ನಿಧ್ಯ ವಹಿಸುವರು. ಮೈಸೂರಿನ ಪ್ರಸಿದ್ಧ ವಿದ್ವಾಂಸರಾದ ಡಾ. ಟಿ.ವಿ. ವೆಂಕಟಾಚಲಶಾಸ್ತ್ರಿ ಅವರಿಗೆ ಎಚ್.ಕೆ. ರಾಜೇಗೌಡ ಪ್ರಶಸ್ತಿಯನ್ನು ವಿಧಾನ ಪರಿಷತ್ ಸದಸ್ಯ ದಿನೇಶ್ ಗೂಳಿಗೌಡ ಪ್ರದಾನ ಮಾಡುವರು. ವಿದ್ವಾಂಸ ಕಲಬುರಗಿ ಡಾ. ಪಾಟೀಲ ಪುಟ್ಟಪ್ಪ ಅಭಿನಂದನಾ ನುಡಿಯನ್ನಾಡಲಿದ್ದಾರೆ. ಎಚ್.ಕೆ. ರಾಜೇಗೌಡರ ಪುತ್ರ ಎಚ್.ಆರ್. ದಿನೇಶ್ ಚಂದ್ರ ಸಮಾರಂಭದಲ್ಲಿ ಭಾಗವಹಿಸಲಿದ್ದಾರೆ ಎಂದು ತಿಳಿಸಿದರು. ಅಧ್ಯಾಪಕರಾಗಿ, ಮೈಸೂರು ವಿವಿ ಕನ್ನಡ ಅಧ್ಯಯನ ಸಂಸ್ಥೆಯಲ್ಲಿ ವ್ಯಾಖ್ಯಾನಕಾರರಾಗಿ, ನಿರ್ದೇಶಕರಾಗಿ ಕೆಲಸ ಮಾಡಿರುವ ವೆಂಕಟಾಚಲಶಾಸ್ತ್ರಿ ಅವರು, ಕನ್ನಡ ಛಂದಸ್ಸು, ವ್ಯಾಕರಣ, ಛಂದಸ್ಸು, ಅಲಂಕಾರಶಾಸ್ತ್ರ, ಗ್ರಂಥಸಂಪಾದನೆ, ನಿಘಂಟು ರಚನೆ ಸೇರಿದಂತೆ ಹಲವು ಕ್ಷೇತ್ರಗಳಲ್ಲಿ ಸಾಧನೆ ಮಾಡಿದ್ದಾರೆ. 130ಕ್ಕೂ ಅಧಿಕ ಕೃತಿಗಳನ್ನು ರಚಿಸಿದ್ದಾರೆ ಎಂದರು. ಸುದ್ದಿಗೋಷ್ಠಿಯಲ್ಲಿ ಸಂಘದ ಕಾರ್ಯದರ್ಶಿ ಹಾಗೂ ಇತರರು ಉಪಸ್ಥಿತರಿದ್ದರು. bbox=[622, 133, 962, 315]
kashi-headline: ಕಾಶಿ ವಿಶ್ವನಾಥನಿಗೆ ರುದ್ರಾಭಿಷೇಕ bbox=[296, 952, 580, 985]
sidebar-item-4-body: ಮಂಡ್ಯ: ಗೃಹ ಕಾರ್ಮಿಕರ ಬೇಡಿಕೆಗಳನ್ನು ಈಡೇರಿಸುವ ಸಲುವಾಗಿ ಜು. 9ರಂದು ಆಲ್ ಇಂಡಿಯಾ ಗೃಹ ಕಾರ್ಮಿಕರ ಹೋರಾಟದಲ್ಲಿ ಭಾಗವಹಿಸುವುದಾಗಿ ಗೃಹ ಕಾರ್ಮಿಕರ ಹಕ್ಕು ಸಂಘದ ಜಿಲ್ಲಾಧ್ಯಕ್ಷೆ ಲಲಿತಮ್ಮ ತಿಳಿಸಿದರು. ಸುದ್ದಿಗೋಷ್ಠಿಯಲ್ಲಿ ಮಾತನಾಡಿದ ಅವರು, ಗೃಹ ಕಾರ್ಮಿಕರಿಗಾಗಿ ಕಾನೂನು ಜಾರಿಗೊಳಿಸಬೇಕು, ಕನಿಷ್ಠ ವೇತನ ನಿಗದಿ ಮಾಡಬೇಕು, ಸಾಮಾಜಿಕ ಭದ್ರತಾ ಯೋಜನೆಗಳನ್ನು ಜಾರಿಗೊಳಿಸಬೇಕು ಎಂದು ಒತ್ತಾಯಿಸಿದರು. ಗೃಹ ಕಾರ್ಮಿಕರನ್ನು ಕಾರ್ಮಿಕರೆಂದು ಪರಿಗಣಿಸಿ ಕಲ್ಯಾಣ ಮಂಡಳಿಯ ಸೌಲಭ್ಯಗಳನ್ನು ವಿಸ್ತರಿಸಬೇಕು. ಈ ನಿಟ್ಟಿನಲ್ಲಿ ಜು. 9ರಂದು ನಡೆಯಲಿರುವ ಆಲ್ ಇಂಡಿಯಾ ಗೃಹ ಕಾರ್ಮಿಕರ ಹೋರಾಟದಲ್ಲಿ ಜಿಲ್ಲೆಯಿಂದ 1300 ಸದಸ್ಯರು ಭಾಗವಹಿಸಲಿದ್ದಾರೆ ಎಂದು ತಿಳಿಸಿದರು. bbox=[36, 1241, 278, 1366]
dalit-body-right: ಪರಿಷತ್‌ನ ಜಿಲ್ಲಾ ಘಟಕದ ಪದಾಧಿಕಾರಿಗಳು, ಸಾಹಿತಿಗಳು ಹಾಗೂ ವಿವಿಧ ಸಂಘಟನೆಗಳ ಮುಖಂಡರು ಸಭೆಯಲ್ಲಿ ಭಾಗವಹಿಸಿ ನೂತನ ಪದಾಧಿಕಾರಿಗಳನ್ನು ಅಭಿನಂದಿಸಿದರು. ತಾಲೂಕಿನಾದ್ಯಂತ ಸಾಹಿತ್ಯಿಕ ಚಟುವಟಿಕೆಗಳನ್ನು ಹಮ್ಮಿಕೊಳ್ಳಲು ನಿರ್ಧರಿಸಲಾಯಿತು. bbox=[1100, 997, 1302, 1051]
edition-title: ಮಂಡ್ಯ bbox=[488, 12, 599, 70]
paper-tagline: ರಾಷ್ಟ್ರ ಜಾಗೃತಿಯ ಧ್ವನಿ bbox=[1210, 46, 1267, 55]
vidya-quote-text: ವಿದ್ಯೆ ಯಾರು ಕದಿಯಲಾಗದ ಆಸ್ತಿ. ಉನ್ನತ ವಿದ್ಯಾಭ್ಯಾಸ ಪಡೆದುಕೊಂಡರೆ ಜಗತ್ತಿನ ಯಾವುದೇ ಮೂಲೆಯಲ್ಲಿ ಬೇಕಾದರೂ ಆತ್ಮಸ್ಥೈರ್ಯದಿಂದ ಸಾಧನೆ ಮಾಡಿ ಸುಂದರ ಜೀವನ ರೂಪಿಸಿಕೊಳ್ಳಬಹುದು. bbox=[915, 1840, 1055, 1912]
dateline: ಮಂಡ್ಯ: bbox=[36, 207, 61, 218]
dalit-headline: ದಲಿತ ಸಾಹಿತ್ಯ ಪರಿಷತ್‌ನ ಪದಾಧಿಕಾರಿಗಳ ಆಯ್ಕೆ bbox=[688, 952, 1116, 985]
masthead-date-block bbox=[40, 22, 360, 69]
computer-headline: ಕಂಪ್ಯೂಟರ್ ಆಧಾರಿತ ಪಾವತಿ ಚೀಟಿ ನೀಡಿ bbox=[40, 1596, 508, 1637]
sidebar-item-3-title: ಅಪಘಾತ: ಸವಾರ ಸಾವು bbox=[36, 805, 169, 825]
computer-photo bbox=[246, 1650, 434, 1760]
masthead-day: ಮಂಗಳವಾರ bbox=[78, 26, 139, 44]
krishi-body: ಮಂಡ್ಯ: ಕೃಷಿಯಲ್ಲಿ ರೈತರು ಬಹುಬೆಳೆ ಪದ್ಧತಿ ಅಳವಡಿಸಿಕೊಳ್ಳಬೇಕು. ಒಂದೇ ಬೆಳೆಗೆ ಸೀಮಿತವಾಗದೆ ವಿವಿಧ ಬೆಳೆಗಳನ್ನು ಬೆಳೆದು ಹೆಚ್ಚಿನ ಆದಾಯ ಗಳಿಸಬೇಕು ಎಂದು ಕೃಷಿ ಇಲಾಖೆಯ ಜಂಟಿ ನಿರ್ದೇಶಕ ಅಶೋಕ್ ಹೇಳಿದರು. ತಾಲೂಕಿನ ಕಾರಸವಾಡಿ ಗ್ರಾಮದಲ್ಲಿ ಕೃಷಿ ಇಲಾಖೆ ಹಾಗೂ ಕೃಷಿ ವಿಜ್ಞಾನ ಕೇಂದ್ರದ ಸಹಯೋಗದಲ್ಲಿ ಆಯೋಜಿಸಿದ್ದ ರೈತರ ಕ್ಷೇತ್ರೋತ್ಸವ ಕಾರ್ಯಕ್ರಮ ಉದ್ಘಾಟಿಸಿ ಮಾತನಾಡಿದರು. ಮಣ್ಣಿನ ಫಲವತ್ತತೆ ಕಾಪಾಡಲು ಸಾವಯವ ಗೊಬ್ಬರ ಬಳಕೆ ಹೆಚ್ಚಿಸಬೇಕು. ಸರ್ಕಾರದ ಯೋಜನೆಗಳ ಸದುಪಯೋಗ ಪಡೆದುಕೊಳ್ಳಬೇಕು. ಕೃಷಿ ಯಂತ್ರೋಪಕರಣಗಳ ಬಳಕೆಯಿಂದ ಕೂಲಿ ವೆಚ್ಚ ಕಡಿಮೆ ಮಾಡಬಹುದು ಎಂದರು. ವಿ.ಸಿ.ಫಾರಂ ಕೃಷಿ ವಿಶ್ವವಿದ್ಯಾಲಯದ ವಿಜ್ಞಾನಿಗಳು ರೈತರಿಗೆ ಮಾಹಿತಿ ನೀಡಿದರು. ಸಹಾಯಕ ಕೃಷಿ ನಿರ್ದೇಶಕರು, ಕೃಷಿ ಅಧಿಕಾರಿಗಳು ಹಾಗೂ ಗ್ರಾಮದ ರೈತರು ಕಾರ್ಯಕ್ರಮದಲ್ಲಿ ಭಾಗವಹಿಸಿದ್ದರು. bbox=[968, 495, 1302, 620]
sidebar bbox=[36, 90, 278, 1550]
paper-name: ಹೊಸ ದಿಗಂತ bbox=[1132, 12, 1247, 42]
computer-box bbox=[440, 1650, 642, 1894]
top-right-photo bbox=[990, 96, 1302, 318]
quote-icon: “ bbox=[881, 1831, 906, 1875]
